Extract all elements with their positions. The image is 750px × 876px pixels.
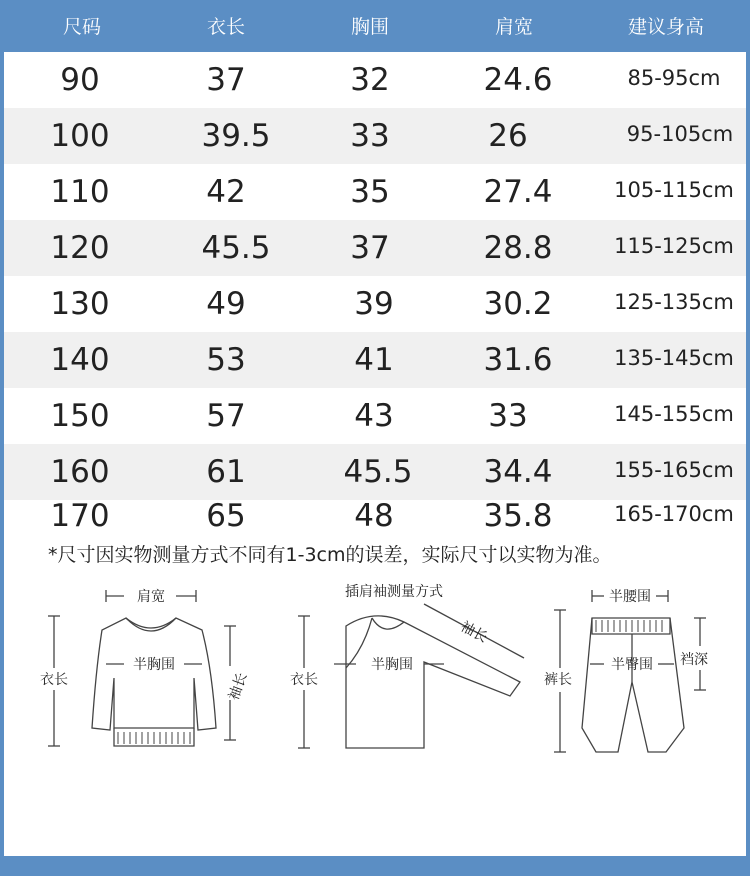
table-row [4, 276, 746, 332]
pants-hip-label: 半臀围 [611, 657, 653, 673]
cell-height: 115-125cm [614, 234, 734, 258]
cell-size: 110 [50, 174, 110, 210]
cell-size: 120 [50, 230, 110, 266]
header-shoulder: 肩宽 [494, 16, 534, 38]
table-row [4, 220, 746, 276]
cell-shoulder: 30.2 [483, 286, 553, 322]
cell-length: 45.5 [201, 230, 271, 266]
cell-shoulder: 27.4 [483, 174, 553, 210]
cell-length: 61 [206, 454, 246, 490]
cell-size: 150 [50, 398, 110, 434]
bottom-bar [0, 856, 750, 876]
cell-shoulder: 24.6 [483, 62, 553, 98]
cell-size: 90 [60, 62, 100, 98]
sweater-length-label: 衣长 [40, 672, 68, 688]
header-height: 建议身高 [627, 16, 705, 38]
measurement-note: *尺寸因实物测量方式不同有1-3cm的误差，实际尺寸以实物为准。 [48, 544, 612, 566]
raglan-title: 插肩袖测量方式 [345, 584, 443, 600]
sweater-shoulder-label: 肩宽 [137, 589, 165, 605]
table-header [4, 0, 746, 52]
cell-length: 37 [206, 62, 246, 98]
cell-height: 155-165cm [614, 458, 734, 482]
cell-chest: 43 [354, 398, 394, 434]
raglan-length-label: 衣长 [290, 672, 318, 688]
cell-chest: 37 [350, 230, 390, 266]
cell-size: 140 [50, 342, 110, 378]
table-row [4, 492, 746, 538]
cell-chest: 41 [354, 342, 394, 378]
cell-shoulder: 35.8 [483, 498, 553, 534]
header-size: 尺码 [62, 16, 102, 38]
cell-length: 49 [206, 286, 246, 322]
table-row [4, 332, 746, 388]
table-row [4, 108, 746, 164]
raglan-sleeve-label: 袖长 [457, 618, 490, 647]
raglan-chest-label: 半胸围 [371, 657, 413, 673]
cell-height: 85-95cm [627, 66, 721, 90]
cell-shoulder: 26 [488, 118, 528, 154]
cell-length: 42 [206, 174, 246, 210]
pants-rise-label: 裆深 [680, 652, 708, 668]
cell-chest: 48 [354, 498, 394, 534]
pants-diagram [534, 578, 744, 768]
sweater-diagram [34, 578, 254, 768]
cell-length: 53 [206, 342, 246, 378]
pants-waist-label: 半腰围 [609, 589, 651, 605]
cell-shoulder: 33 [488, 398, 528, 434]
sweater-sleeve-label: 袖长 [225, 670, 251, 703]
table-row [4, 52, 746, 108]
cell-height: 105-115cm [614, 178, 734, 202]
cell-shoulder: 28.8 [483, 230, 553, 266]
header-chest: 胸围 [350, 16, 390, 38]
cell-height: 145-155cm [614, 402, 734, 426]
cell-chest: 35 [350, 174, 390, 210]
cell-chest: 39 [354, 286, 394, 322]
table-row [4, 388, 746, 444]
table-row [4, 164, 746, 220]
cell-chest: 32 [350, 62, 390, 98]
cell-height: 125-135cm [614, 290, 734, 314]
cell-size: 130 [50, 286, 110, 322]
cell-length: 57 [206, 398, 246, 434]
cell-length: 65 [206, 498, 246, 534]
size-chart-card [4, 0, 746, 856]
cell-height: 135-145cm [614, 346, 734, 370]
cell-chest: 45.5 [343, 454, 413, 490]
cell-chest: 33 [350, 118, 390, 154]
cell-height: 165-170cm [614, 502, 734, 526]
raglan-diagram [284, 578, 554, 768]
cell-size: 100 [50, 118, 110, 154]
cell-size: 160 [50, 454, 110, 490]
cell-shoulder: 31.6 [483, 342, 553, 378]
pants-length-label: 裤长 [544, 672, 572, 688]
sweater-chest-label: 半胸围 [133, 657, 175, 673]
header-length: 衣长 [206, 16, 246, 38]
cell-shoulder: 34.4 [483, 454, 553, 490]
cell-size: 170 [50, 498, 110, 534]
cell-height: 95-105cm [626, 122, 734, 146]
cell-length: 39.5 [201, 118, 271, 154]
